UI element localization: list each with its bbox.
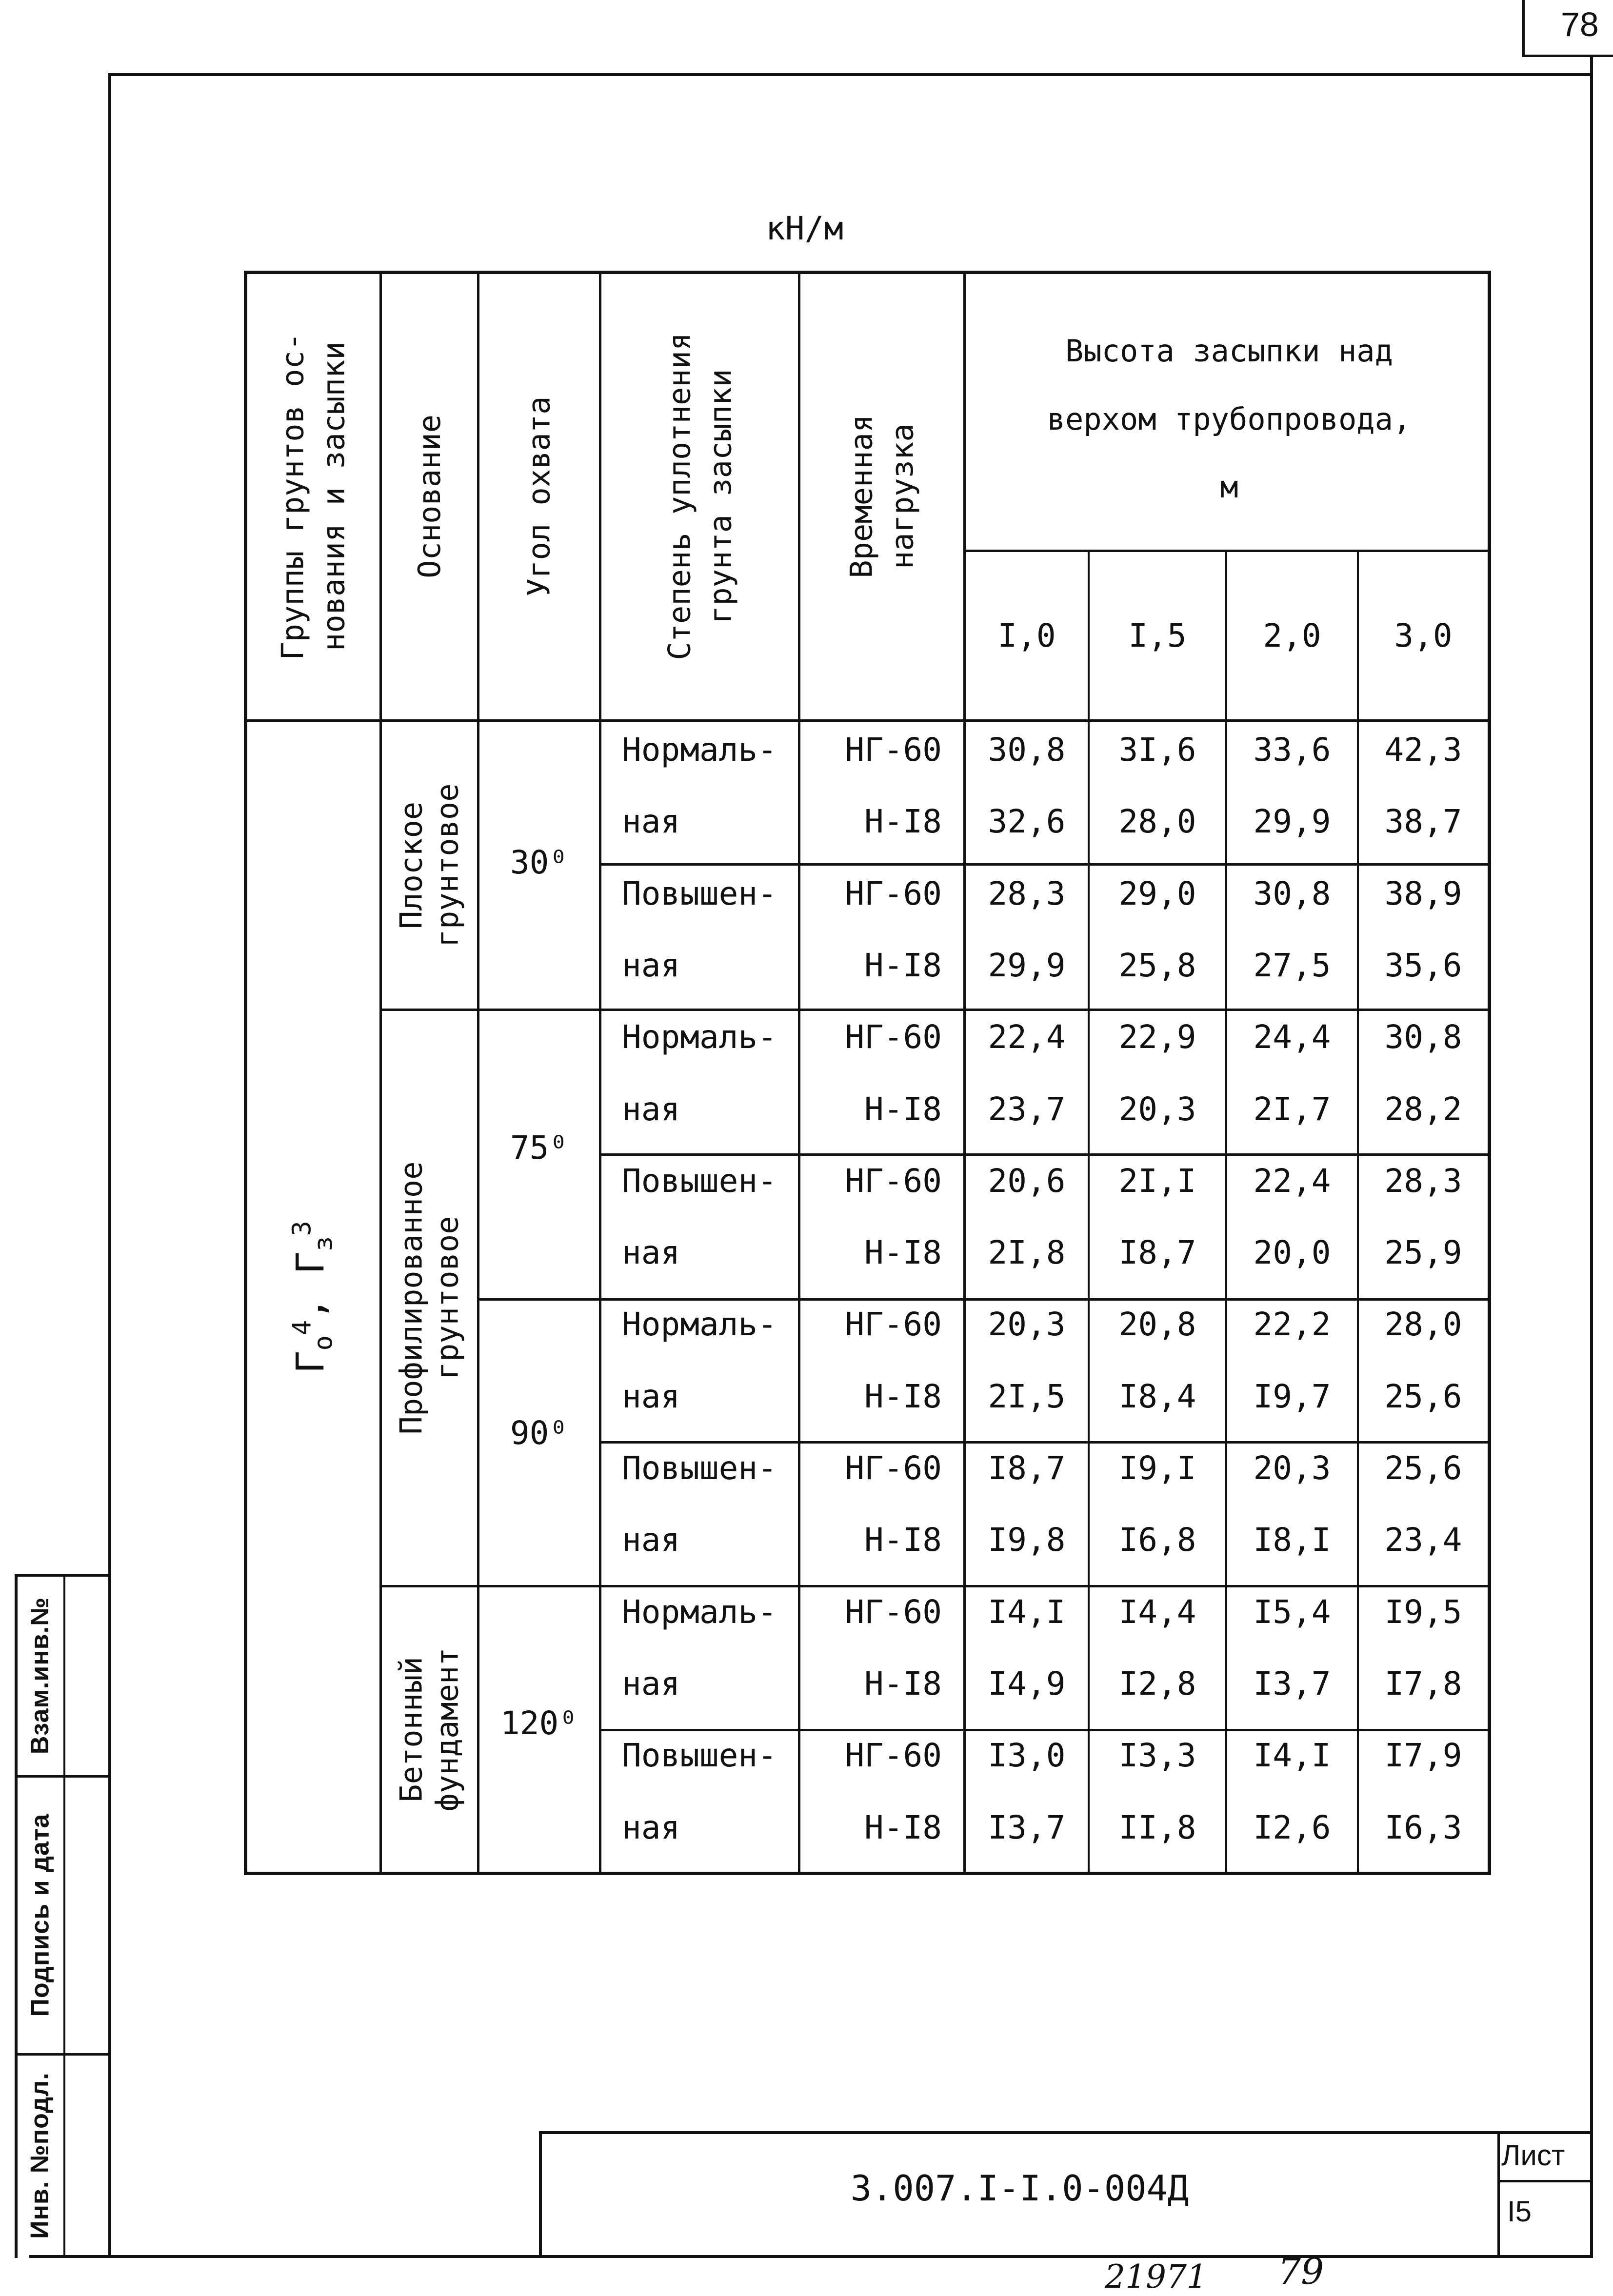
compaction-label: Повышен- [622,1162,777,1200]
table-cell: 2I,7 [1253,1090,1331,1128]
table-cell: 29,9 [1253,803,1331,840]
load-label: Н-I8 [864,947,942,984]
table-cell: 28,0 [1118,803,1196,840]
load-label: НГ-60 [845,1306,942,1343]
table-cell: I6,3 [1384,1809,1462,1846]
table-cell: 30,8 [1384,1018,1462,1056]
frame-bottom [29,2255,1593,2258]
table-cell: 23,4 [1384,1521,1462,1559]
table-cell: 38,7 [1384,803,1462,840]
base-concrete: Бетонный фундамент [393,1647,465,1812]
compaction-label: Нормаль- [622,1593,777,1631]
table-cell: I9,5 [1384,1593,1462,1631]
table-cell: 24,4 [1253,1018,1331,1056]
table-cell: 38,9 [1384,875,1462,912]
page-number-divider [1522,0,1525,56]
page-number: 78 [1561,5,1599,43]
table-cell: 22,2 [1253,1306,1331,1343]
table-cell: 2I,8 [988,1234,1066,1271]
sheet-number: I5 [1507,2195,1532,2228]
load-label: НГ-60 [845,731,942,769]
compaction-label: Повышен- [622,875,777,912]
header-compaction: Степень уплотнения грунта засыпки [661,332,738,660]
table-cell: 20,3 [988,1306,1066,1343]
table-cell: 23,7 [988,1090,1066,1128]
table-cell: I3,0 [988,1737,1066,1774]
side-label-inventory: Инв. №подл. [25,2072,54,2239]
table-cell: I3,3 [1118,1737,1196,1774]
table-cell: 20,3 [1118,1090,1196,1128]
compaction-label: Нормаль- [622,731,777,769]
table-cell: I7,9 [1384,1737,1462,1774]
frame-left [108,73,111,2258]
table-cell: 33,6 [1253,731,1331,769]
table-cell: 28,0 [1384,1306,1462,1343]
header-height-4: 3,0 [1394,617,1453,654]
table-cell: 27,5 [1253,947,1331,984]
load-label: НГ-60 [845,1737,942,1774]
document-number: 3.007.I-I.0-004Д [850,2168,1189,2209]
table-cell: 30,8 [988,731,1066,769]
compaction-label: Нормаль- [622,1018,777,1056]
compaction-label: Повышен- [622,1449,777,1487]
table-cell: 32,6 [988,803,1066,840]
table-cell: 28,3 [1384,1162,1462,1200]
table-cell: I9,7 [1253,1378,1331,1415]
table-cell: I9,I [1118,1449,1196,1487]
load-label: НГ-60 [845,1162,942,1200]
angle-30: 30⁰ [510,844,569,881]
group-cell: $Г_о^4$, $Г_з^3$ [287,1220,339,1374]
load-label: НГ-60 [845,1449,942,1487]
handwritten-page: 79 [1278,2251,1324,2293]
table-cell: 20,8 [1118,1306,1196,1343]
compaction-label: ная [622,947,680,984]
angle-90: 90⁰ [510,1414,569,1452]
table-cell: 42,3 [1384,731,1462,769]
table-cell: I3,7 [1253,1665,1331,1702]
table-cell: I4,9 [988,1665,1066,1702]
load-label: Н-I8 [864,803,942,840]
load-label: Н-I8 [864,1665,942,1702]
header-groups: Группы грунтов ос- нования и засыпки [274,332,351,660]
table-cell: I2,8 [1118,1665,1196,1702]
table-cell: 20,6 [988,1162,1066,1200]
compaction-label: ная [622,1809,680,1846]
frame-right [1590,55,1593,2258]
table-cell: 25,9 [1384,1234,1462,1271]
compaction-label: ная [622,803,680,840]
table-cell: 2I,5 [988,1378,1066,1415]
load-label: Н-I8 [864,1809,942,1846]
load-label: Н-I8 [864,1090,942,1128]
table-cell: I8,I [1253,1521,1331,1559]
table-cell: 28,3 [988,875,1066,912]
side-label-replace: Взам.инв.№ [25,1597,54,1755]
table-cell: I3,7 [988,1809,1066,1846]
table-cell: 22,9 [1118,1018,1196,1056]
table-cell: 30,8 [1253,875,1331,912]
table-cell: I6,8 [1118,1521,1196,1559]
frame-top [110,73,1593,76]
table-cell: I9,8 [988,1521,1066,1559]
load-label: Н-I8 [864,1234,942,1271]
compaction-label: ная [622,1090,680,1128]
angle-120: 120⁰ [500,1704,578,1742]
table-cell: 25,6 [1384,1378,1462,1415]
table-cell: I5,4 [1253,1593,1331,1631]
sheet-label: Лист [1501,2139,1565,2172]
units-label: кН/м [766,210,843,247]
header-height-3: 2,0 [1263,617,1321,654]
table-cell: 20,0 [1253,1234,1331,1271]
header-height-1: I,0 [997,617,1056,654]
compaction-label: ная [622,1521,680,1559]
table-cell: I2,6 [1253,1809,1331,1846]
table-cell: 29,0 [1118,875,1196,912]
compaction-label: Нормаль- [622,1306,777,1343]
table-cell: I8,7 [1118,1234,1196,1271]
table-cell: I4,I [988,1593,1066,1631]
table-cell: 29,9 [988,947,1066,984]
load-label: Н-I8 [864,1378,942,1415]
load-label: НГ-60 [845,1593,942,1631]
side-label-signature: Подпись и дата [25,1814,54,2017]
header-height-2: I,5 [1128,617,1187,654]
table-cell: I4,I [1253,1737,1331,1774]
table-cell: 25,6 [1384,1449,1462,1487]
page-number-underline [1522,55,1613,57]
table-cell: I8,4 [1118,1378,1196,1415]
table-cell: 20,3 [1253,1449,1331,1487]
table-cell: 35,6 [1384,947,1462,984]
table-cell: 22,4 [1253,1162,1331,1200]
base-flat: Плоское грунтовое [393,783,465,948]
table-cell: 2I,I [1118,1162,1196,1200]
compaction-label: ная [622,1378,680,1415]
compaction-label: ная [622,1234,680,1271]
load-label: НГ-60 [845,875,942,912]
table-cell: I4,4 [1118,1593,1196,1631]
header-height-title: Высота засыпки над верхом трубопровода, м [1047,333,1412,505]
table-cell: 25,8 [1118,947,1196,984]
table-cell: 22,4 [988,1018,1066,1056]
load-label: НГ-60 [845,1018,942,1056]
base-profiled: Профилированное грунтовое [393,1161,465,1435]
table-cell: I8,7 [988,1449,1066,1487]
load-label: Н-I8 [864,1521,942,1559]
compaction-label: ная [622,1665,680,1702]
table-cell: II,8 [1118,1809,1196,1846]
header-base: Основание [411,414,447,578]
header-load: Временная нагрузка [843,414,920,578]
handwritten-number: 21971 [1105,2258,1207,2296]
compaction-label: Повышен- [622,1737,777,1774]
table-cell: 28,2 [1384,1090,1462,1128]
table-cell: I7,8 [1384,1665,1462,1702]
angle-75: 75⁰ [510,1129,569,1167]
header-angle: Угол охвата [521,396,557,596]
table-cell: 3I,6 [1118,731,1196,769]
